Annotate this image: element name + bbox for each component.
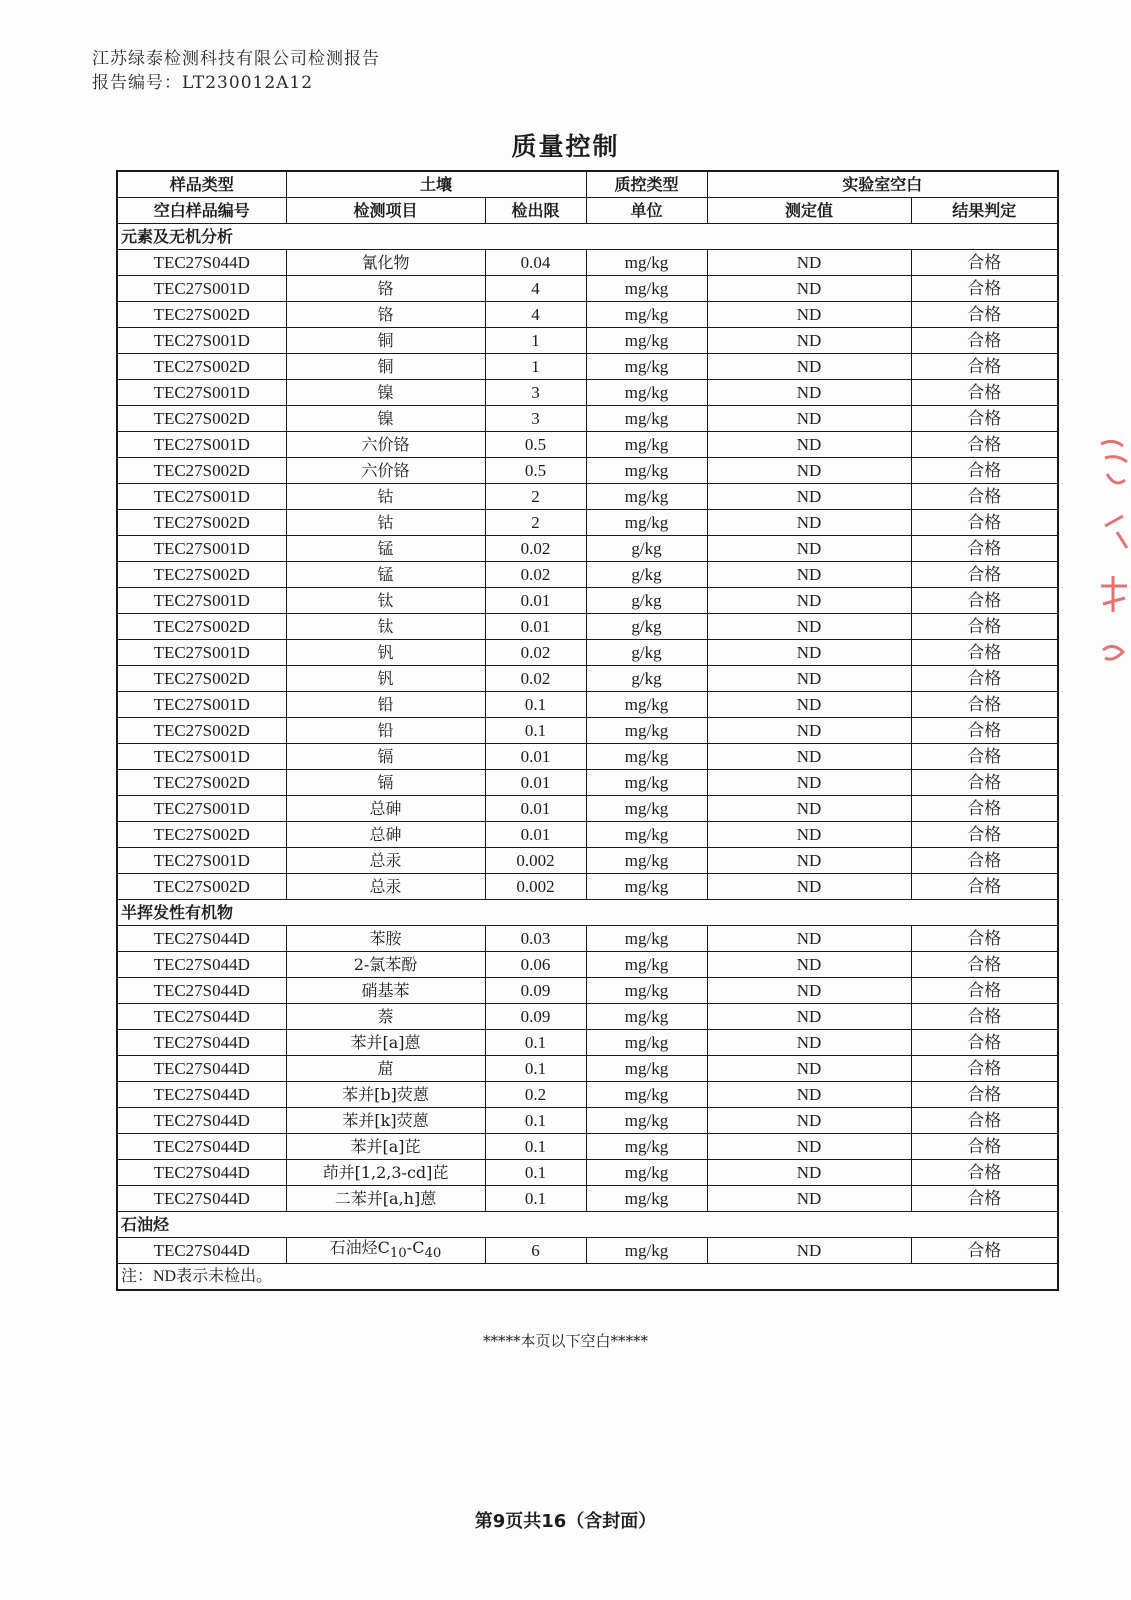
cell-detection-limit: 0.03 bbox=[485, 926, 586, 952]
cell-detection-limit: 0.09 bbox=[485, 978, 586, 1004]
cell-unit: mg/kg bbox=[586, 1238, 707, 1264]
header-lab-blank: 实验室空白 bbox=[707, 171, 1058, 198]
note-row bbox=[117, 1264, 1058, 1291]
cell-measured-value: ND bbox=[707, 848, 911, 874]
cell-sample-id: TEC27S001D bbox=[117, 692, 286, 718]
cell-sample-id: TEC27S001D bbox=[117, 848, 286, 874]
table-row bbox=[117, 562, 1058, 588]
cell-unit: mg/kg bbox=[586, 250, 707, 276]
cell-sample-id: TEC27S044D bbox=[117, 1056, 286, 1082]
table-row bbox=[117, 328, 1058, 354]
cell-detection-limit: 0.09 bbox=[485, 1004, 586, 1030]
cell-unit: mg/kg bbox=[586, 354, 707, 380]
header-blank-sample-no: 空白样品编号 bbox=[117, 198, 286, 224]
cell-result: 合格 bbox=[911, 562, 1058, 588]
cell-test-item: 铬 bbox=[286, 302, 485, 328]
cell-sample-id: TEC27S002D bbox=[117, 718, 286, 744]
cell-measured-value: ND bbox=[707, 822, 911, 848]
cell-sample-id: TEC27S001D bbox=[117, 796, 286, 822]
cell-detection-limit: 0.02 bbox=[485, 562, 586, 588]
section-header-row bbox=[117, 900, 1058, 926]
cell-sample-id: TEC27S044D bbox=[117, 1030, 286, 1056]
section-header-row bbox=[117, 224, 1058, 250]
cell-measured-value: ND bbox=[707, 354, 911, 380]
cell-test-item: 铅 bbox=[286, 718, 485, 744]
cell-test-item: 二苯并[a,h]蒽 bbox=[286, 1186, 485, 1212]
cell-unit: mg/kg bbox=[586, 484, 707, 510]
cell-unit: mg/kg bbox=[586, 770, 707, 796]
cell-test-item: 总砷 bbox=[286, 796, 485, 822]
cell-test-item: 钛 bbox=[286, 588, 485, 614]
cell-result: 合格 bbox=[911, 874, 1058, 900]
header-soil: 土壤 bbox=[286, 171, 586, 198]
report-company-header: 江苏绿泰检测科技有限公司检测报告 bbox=[92, 49, 380, 69]
cell-result: 合格 bbox=[911, 328, 1058, 354]
cell-sample-id: TEC27S044D bbox=[117, 926, 286, 952]
cell-test-item: 六价铬 bbox=[286, 458, 485, 484]
table-row bbox=[117, 406, 1058, 432]
table-row bbox=[117, 692, 1058, 718]
cell-sample-id: TEC27S002D bbox=[117, 822, 286, 848]
cell-detection-limit: 0.5 bbox=[485, 458, 586, 484]
cell-measured-value: ND bbox=[707, 484, 911, 510]
page-title: 质量控制 bbox=[511, 132, 620, 161]
cell-test-item: 苯并[k]荧蒽 bbox=[286, 1108, 485, 1134]
table-row bbox=[117, 614, 1058, 640]
cell-test-item: 苯并[a]蒽 bbox=[286, 1030, 485, 1056]
cell-unit: mg/kg bbox=[586, 328, 707, 354]
cell-result: 合格 bbox=[911, 1030, 1058, 1056]
cell-test-item: 铜 bbox=[286, 328, 485, 354]
cell-detection-limit: 0.06 bbox=[485, 952, 586, 978]
cell-test-item: 苯胺 bbox=[286, 926, 485, 952]
cell-measured-value: ND bbox=[707, 1108, 911, 1134]
cell-detection-limit: 0.01 bbox=[485, 614, 586, 640]
cell-measured-value: ND bbox=[707, 1186, 911, 1212]
table-row bbox=[117, 510, 1058, 536]
cell-test-item: 氰化物 bbox=[286, 250, 485, 276]
cell-detection-limit: 0.01 bbox=[485, 796, 586, 822]
cell-result: 合格 bbox=[911, 484, 1058, 510]
cell-detection-limit: 0.1 bbox=[485, 1186, 586, 1212]
cell-detection-limit: 0.1 bbox=[485, 1160, 586, 1186]
cell-test-item: 钛 bbox=[286, 614, 485, 640]
section-title: 石油烃 bbox=[117, 1212, 1058, 1238]
cell-sample-id: TEC27S001D bbox=[117, 484, 286, 510]
cell-sample-id: TEC27S002D bbox=[117, 510, 286, 536]
cell-measured-value: ND bbox=[707, 562, 911, 588]
blank-below-note: *****本页以下空白***** bbox=[482, 1332, 648, 1350]
cell-result: 合格 bbox=[911, 458, 1058, 484]
cell-measured-value: ND bbox=[707, 1134, 911, 1160]
cell-sample-id: TEC27S001D bbox=[117, 328, 286, 354]
cell-detection-limit: 3 bbox=[485, 380, 586, 406]
cell-result: 合格 bbox=[911, 510, 1058, 536]
cell-unit: mg/kg bbox=[586, 822, 707, 848]
cell-sample-id: TEC27S044D bbox=[117, 1186, 286, 1212]
cell-detection-limit: 0.04 bbox=[485, 250, 586, 276]
table-row bbox=[117, 1108, 1058, 1134]
cell-result: 合格 bbox=[911, 432, 1058, 458]
cell-test-item: 硝基苯 bbox=[286, 978, 485, 1004]
cell-unit: mg/kg bbox=[586, 978, 707, 1004]
cell-result: 合格 bbox=[911, 1082, 1058, 1108]
cell-test-item: 萘 bbox=[286, 1004, 485, 1030]
cell-measured-value: ND bbox=[707, 926, 911, 952]
cell-detection-limit: 0.5 bbox=[485, 432, 586, 458]
cell-measured-value: ND bbox=[707, 328, 911, 354]
cell-test-item: 六价铬 bbox=[286, 432, 485, 458]
cell-result: 合格 bbox=[911, 1134, 1058, 1160]
table-row bbox=[117, 770, 1058, 796]
table-row bbox=[117, 978, 1058, 1004]
cell-detection-limit: 6 bbox=[485, 1238, 586, 1264]
header-sample-type: 样品类型 bbox=[117, 171, 286, 198]
cell-result: 合格 bbox=[911, 302, 1058, 328]
cell-unit: g/kg bbox=[586, 614, 707, 640]
red-seal-stamp-fragment bbox=[1093, 436, 1131, 686]
cell-result: 合格 bbox=[911, 1056, 1058, 1082]
cell-measured-value: ND bbox=[707, 874, 911, 900]
cell-sample-id: TEC27S002D bbox=[117, 302, 286, 328]
cell-sample-id: TEC27S044D bbox=[117, 1134, 286, 1160]
cell-sample-id: TEC27S002D bbox=[117, 354, 286, 380]
table-row bbox=[117, 1238, 1058, 1264]
cell-unit: mg/kg bbox=[586, 1108, 707, 1134]
table-note: 注：ND表示未检出。 bbox=[117, 1264, 1058, 1291]
table-row bbox=[117, 250, 1058, 276]
cell-sample-id: TEC27S001D bbox=[117, 432, 286, 458]
cell-sample-id: TEC27S001D bbox=[117, 536, 286, 562]
section-header-row bbox=[117, 1212, 1058, 1238]
cell-result: 合格 bbox=[911, 1238, 1058, 1264]
cell-detection-limit: 0.01 bbox=[485, 822, 586, 848]
cell-result: 合格 bbox=[911, 250, 1058, 276]
table-row bbox=[117, 484, 1058, 510]
cell-result: 合格 bbox=[911, 926, 1058, 952]
table-row bbox=[117, 796, 1058, 822]
header-unit: 单位 bbox=[586, 198, 707, 224]
cell-unit: mg/kg bbox=[586, 926, 707, 952]
cell-result: 合格 bbox=[911, 588, 1058, 614]
cell-result: 合格 bbox=[911, 536, 1058, 562]
cell-unit: g/kg bbox=[586, 640, 707, 666]
cell-result: 合格 bbox=[911, 640, 1058, 666]
cell-test-item: 钒 bbox=[286, 666, 485, 692]
cell-detection-limit: 0.01 bbox=[485, 588, 586, 614]
table-header-row-2 bbox=[117, 198, 1058, 224]
header-result: 结果判定 bbox=[911, 198, 1058, 224]
cell-test-item: 苯并[b]荧蒽 bbox=[286, 1082, 485, 1108]
cell-measured-value: ND bbox=[707, 952, 911, 978]
cell-result: 合格 bbox=[911, 1160, 1058, 1186]
table-row bbox=[117, 276, 1058, 302]
cell-test-item: 钴 bbox=[286, 484, 485, 510]
cell-measured-value: ND bbox=[707, 1238, 911, 1264]
table-row bbox=[117, 666, 1058, 692]
table-row bbox=[117, 458, 1058, 484]
cell-detection-limit: 0.02 bbox=[485, 666, 586, 692]
table-row bbox=[117, 874, 1058, 900]
cell-result: 合格 bbox=[911, 848, 1058, 874]
cell-detection-limit: 0.02 bbox=[485, 640, 586, 666]
cell-unit: mg/kg bbox=[586, 1160, 707, 1186]
cell-detection-limit: 0.1 bbox=[485, 718, 586, 744]
quality-control-table bbox=[116, 170, 1059, 1291]
cell-test-item: 镍 bbox=[286, 406, 485, 432]
cell-result: 合格 bbox=[911, 1186, 1058, 1212]
cell-unit: mg/kg bbox=[586, 718, 707, 744]
cell-result: 合格 bbox=[911, 718, 1058, 744]
cell-unit: mg/kg bbox=[586, 1134, 707, 1160]
cell-result: 合格 bbox=[911, 614, 1058, 640]
cell-measured-value: ND bbox=[707, 432, 911, 458]
cell-detection-limit: 0.02 bbox=[485, 536, 586, 562]
cell-measured-value: ND bbox=[707, 250, 911, 276]
cell-test-item: 镉 bbox=[286, 744, 485, 770]
cell-test-item: 镍 bbox=[286, 380, 485, 406]
table-row bbox=[117, 588, 1058, 614]
cell-measured-value: ND bbox=[707, 510, 911, 536]
cell-unit: mg/kg bbox=[586, 874, 707, 900]
cell-detection-limit: 0.1 bbox=[485, 1056, 586, 1082]
table-row bbox=[117, 1160, 1058, 1186]
cell-test-item: 铜 bbox=[286, 354, 485, 380]
cell-sample-id: TEC27S044D bbox=[117, 1004, 286, 1030]
header-test-item: 检测项目 bbox=[286, 198, 485, 224]
cell-measured-value: ND bbox=[707, 796, 911, 822]
table-row bbox=[117, 848, 1058, 874]
cell-sample-id: TEC27S001D bbox=[117, 640, 286, 666]
cell-sample-id: TEC27S044D bbox=[117, 1082, 286, 1108]
table-row bbox=[117, 1056, 1058, 1082]
cell-unit: g/kg bbox=[586, 536, 707, 562]
cell-unit: g/kg bbox=[586, 666, 707, 692]
cell-result: 合格 bbox=[911, 952, 1058, 978]
section-title: 半挥发性有机物 bbox=[117, 900, 1058, 926]
cell-measured-value: ND bbox=[707, 588, 911, 614]
cell-sample-id: TEC27S044D bbox=[117, 978, 286, 1004]
cell-unit: mg/kg bbox=[586, 952, 707, 978]
table-row bbox=[117, 354, 1058, 380]
cell-measured-value: ND bbox=[707, 276, 911, 302]
cell-result: 合格 bbox=[911, 978, 1058, 1004]
cell-unit: mg/kg bbox=[586, 302, 707, 328]
cell-detection-limit: 0.1 bbox=[485, 1108, 586, 1134]
cell-test-item: 总汞 bbox=[286, 874, 485, 900]
cell-detection-limit: 1 bbox=[485, 328, 586, 354]
cell-test-item: 镉 bbox=[286, 770, 485, 796]
cell-unit: mg/kg bbox=[586, 406, 707, 432]
cell-detection-limit: 0.1 bbox=[485, 692, 586, 718]
cell-unit: mg/kg bbox=[586, 1186, 707, 1212]
cell-sample-id: TEC27S044D bbox=[117, 1108, 286, 1134]
header-measured-value: 测定值 bbox=[707, 198, 911, 224]
cell-measured-value: ND bbox=[707, 744, 911, 770]
table-row bbox=[117, 536, 1058, 562]
cell-sample-id: TEC27S001D bbox=[117, 588, 286, 614]
report-number: 报告编号：LT230012A12 bbox=[92, 73, 314, 93]
table-row bbox=[117, 718, 1058, 744]
cell-sample-id: TEC27S001D bbox=[117, 744, 286, 770]
cell-unit: mg/kg bbox=[586, 1030, 707, 1056]
cell-unit: g/kg bbox=[586, 588, 707, 614]
cell-sample-id: TEC27S002D bbox=[117, 666, 286, 692]
cell-test-item: 茚并[1,2,3-cd]芘 bbox=[286, 1160, 485, 1186]
cell-detection-limit: 4 bbox=[485, 276, 586, 302]
table-row bbox=[117, 1030, 1058, 1056]
table-row bbox=[117, 432, 1058, 458]
cell-measured-value: ND bbox=[707, 536, 911, 562]
cell-test-item: 锰 bbox=[286, 536, 485, 562]
cell-sample-id: TEC27S002D bbox=[117, 874, 286, 900]
cell-measured-value: ND bbox=[707, 380, 911, 406]
cell-detection-limit: 4 bbox=[485, 302, 586, 328]
table-row bbox=[117, 952, 1058, 978]
cell-sample-id: TEC27S002D bbox=[117, 458, 286, 484]
cell-detection-limit: 0.1 bbox=[485, 1134, 586, 1160]
table-row bbox=[117, 380, 1058, 406]
cell-test-item: 总砷 bbox=[286, 822, 485, 848]
header-qc-type: 质控类型 bbox=[586, 171, 707, 198]
cell-unit: g/kg bbox=[586, 562, 707, 588]
cell-unit: mg/kg bbox=[586, 848, 707, 874]
cell-sample-id: TEC27S044D bbox=[117, 1238, 286, 1264]
cell-detection-limit: 1 bbox=[485, 354, 586, 380]
cell-result: 合格 bbox=[911, 380, 1058, 406]
cell-test-item: 铅 bbox=[286, 692, 485, 718]
cell-measured-value: ND bbox=[707, 302, 911, 328]
cell-unit: mg/kg bbox=[586, 510, 707, 536]
cell-measured-value: ND bbox=[707, 614, 911, 640]
cell-unit: mg/kg bbox=[586, 432, 707, 458]
table-row bbox=[117, 822, 1058, 848]
cell-unit: mg/kg bbox=[586, 276, 707, 302]
cell-measured-value: ND bbox=[707, 978, 911, 1004]
cell-result: 合格 bbox=[911, 1108, 1058, 1134]
cell-result: 合格 bbox=[911, 406, 1058, 432]
cell-result: 合格 bbox=[911, 770, 1058, 796]
cell-sample-id: TEC27S044D bbox=[117, 952, 286, 978]
cell-detection-limit: 2 bbox=[485, 510, 586, 536]
cell-result: 合格 bbox=[911, 744, 1058, 770]
cell-test-item: 2-氯苯酚 bbox=[286, 952, 485, 978]
cell-result: 合格 bbox=[911, 822, 1058, 848]
table-row bbox=[117, 1082, 1058, 1108]
cell-sample-id: TEC27S001D bbox=[117, 276, 286, 302]
cell-test-item: 石油烃$C_{10}-C_{40}$ bbox=[286, 1238, 485, 1264]
cell-test-item: 䓛 bbox=[286, 1056, 485, 1082]
cell-sample-id: TEC27S002D bbox=[117, 562, 286, 588]
cell-unit: mg/kg bbox=[586, 1056, 707, 1082]
cell-detection-limit: 0.2 bbox=[485, 1082, 586, 1108]
cell-detection-limit: 2 bbox=[485, 484, 586, 510]
cell-unit: mg/kg bbox=[586, 380, 707, 406]
cell-test-item: 钴 bbox=[286, 510, 485, 536]
cell-measured-value: ND bbox=[707, 406, 911, 432]
table-header-row-1 bbox=[117, 171, 1058, 198]
table-row bbox=[117, 640, 1058, 666]
cell-test-item: 钒 bbox=[286, 640, 485, 666]
cell-result: 合格 bbox=[911, 354, 1058, 380]
section-title: 元素及无机分析 bbox=[117, 224, 1058, 250]
cell-detection-limit: 0.1 bbox=[485, 1030, 586, 1056]
cell-measured-value: ND bbox=[707, 1056, 911, 1082]
cell-sample-id: TEC27S001D bbox=[117, 380, 286, 406]
cell-sample-id: TEC27S044D bbox=[117, 250, 286, 276]
cell-test-item: 苯并[a]芘 bbox=[286, 1134, 485, 1160]
cell-measured-value: ND bbox=[707, 1030, 911, 1056]
cell-measured-value: ND bbox=[707, 1004, 911, 1030]
table-row bbox=[117, 302, 1058, 328]
cell-sample-id: TEC27S002D bbox=[117, 770, 286, 796]
cell-detection-limit: 0.01 bbox=[485, 770, 586, 796]
table-row bbox=[117, 1186, 1058, 1212]
header-detection-limit: 检出限 bbox=[485, 198, 586, 224]
cell-sample-id: TEC27S002D bbox=[117, 614, 286, 640]
cell-test-item: 锰 bbox=[286, 562, 485, 588]
cell-detection-limit: 0.002 bbox=[485, 874, 586, 900]
cell-measured-value: ND bbox=[707, 770, 911, 796]
cell-test-item: 总汞 bbox=[286, 848, 485, 874]
cell-unit: mg/kg bbox=[586, 796, 707, 822]
cell-measured-value: ND bbox=[707, 666, 911, 692]
cell-unit: mg/kg bbox=[586, 1004, 707, 1030]
cell-detection-limit: 0.01 bbox=[485, 744, 586, 770]
cell-detection-limit: 0.002 bbox=[485, 848, 586, 874]
table-row bbox=[117, 1134, 1058, 1160]
cell-result: 合格 bbox=[911, 796, 1058, 822]
cell-result: 合格 bbox=[911, 1004, 1058, 1030]
cell-detection-limit: 3 bbox=[485, 406, 586, 432]
table-row bbox=[117, 926, 1058, 952]
cell-test-item: 铬 bbox=[286, 276, 485, 302]
cell-measured-value: ND bbox=[707, 1160, 911, 1186]
cell-measured-value: ND bbox=[707, 640, 911, 666]
cell-result: 合格 bbox=[911, 276, 1058, 302]
page-footer: 第9页共16（含封面） bbox=[474, 1511, 657, 1532]
table-row bbox=[117, 1004, 1058, 1030]
cell-sample-id: TEC27S002D bbox=[117, 406, 286, 432]
cell-measured-value: ND bbox=[707, 458, 911, 484]
cell-measured-value: ND bbox=[707, 718, 911, 744]
cell-measured-value: ND bbox=[707, 1082, 911, 1108]
cell-unit: mg/kg bbox=[586, 744, 707, 770]
cell-unit: mg/kg bbox=[586, 692, 707, 718]
cell-result: 合格 bbox=[911, 666, 1058, 692]
cell-measured-value: ND bbox=[707, 692, 911, 718]
cell-sample-id: TEC27S044D bbox=[117, 1160, 286, 1186]
table-row bbox=[117, 744, 1058, 770]
cell-unit: mg/kg bbox=[586, 458, 707, 484]
cell-result: 合格 bbox=[911, 692, 1058, 718]
cell-unit: mg/kg bbox=[586, 1082, 707, 1108]
